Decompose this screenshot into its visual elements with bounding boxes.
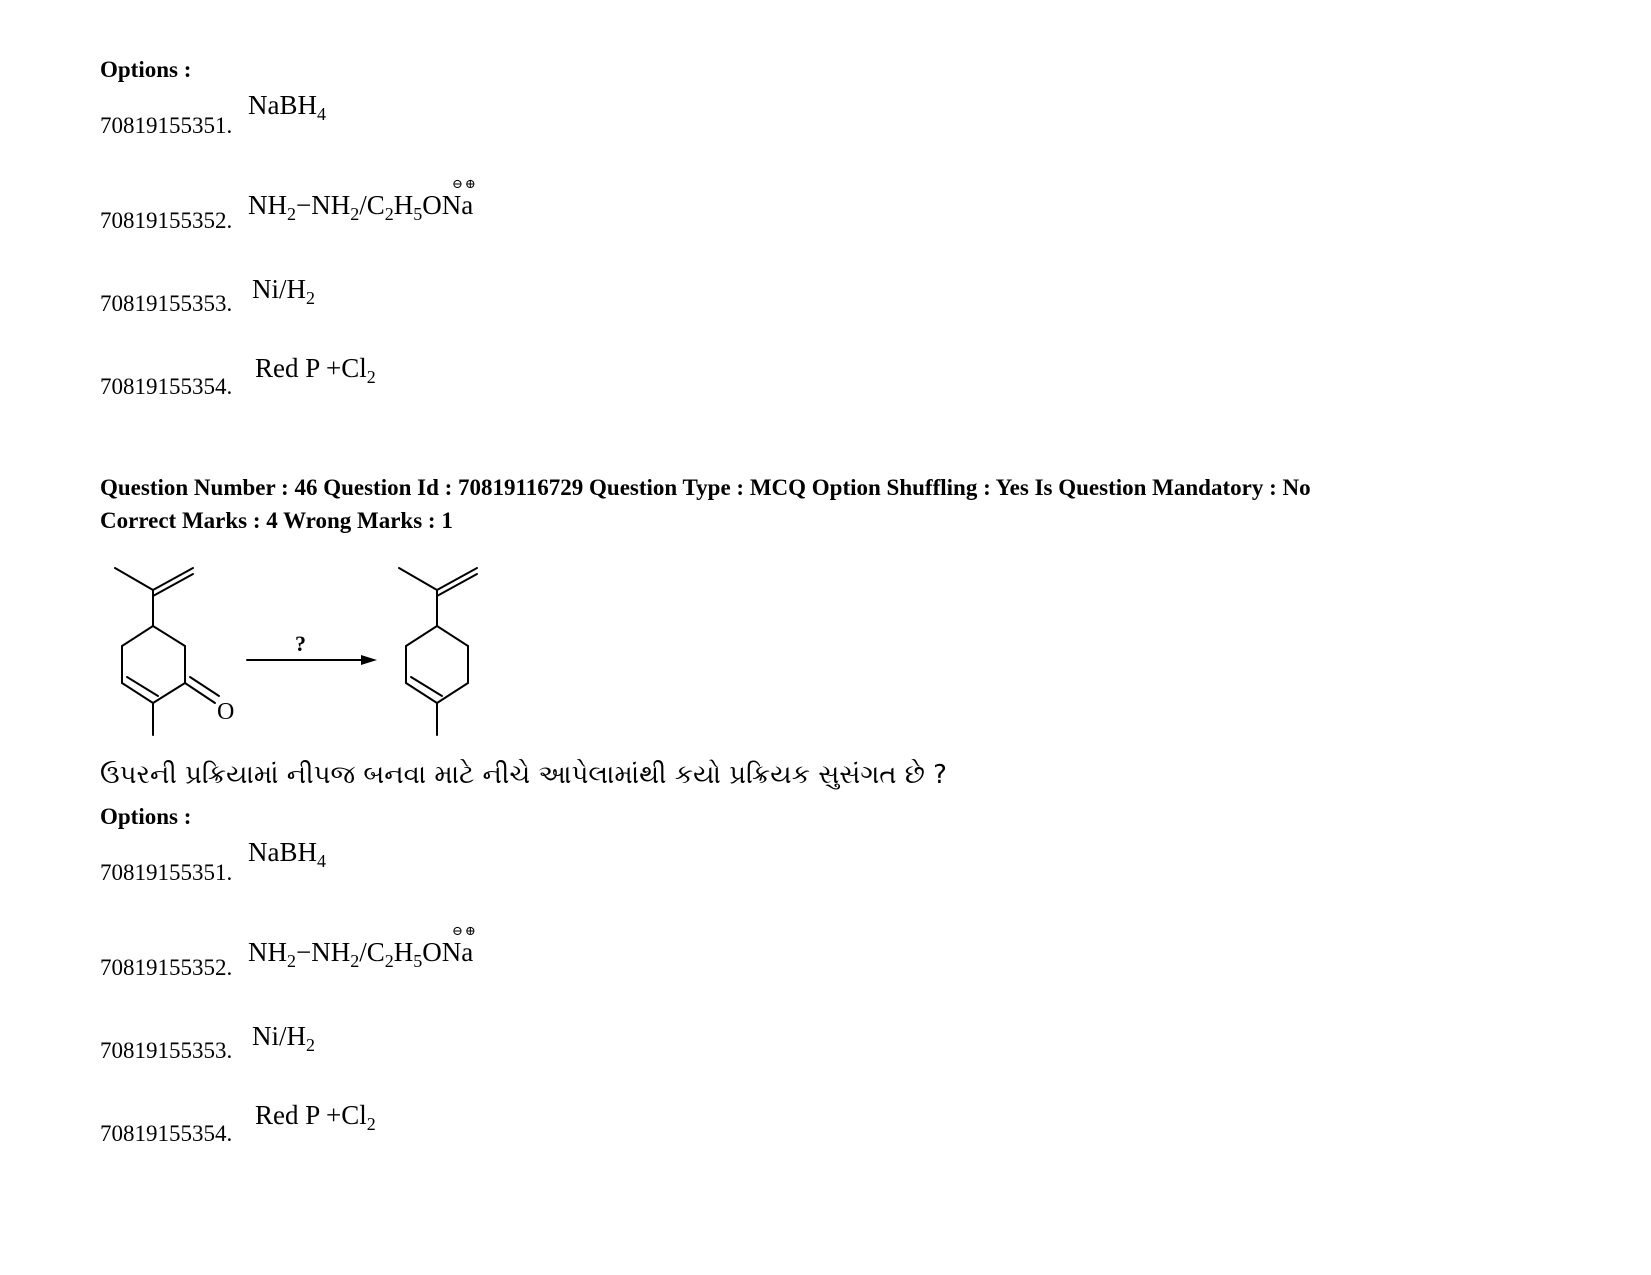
formula-text: H xyxy=(393,937,414,967)
formula-text: Ni/H xyxy=(252,1021,306,1051)
bond xyxy=(437,683,468,703)
bond xyxy=(437,626,468,646)
formula-text: Ni/H xyxy=(252,274,306,304)
formula-subscript: 4 xyxy=(317,851,326,871)
formula-text: NH xyxy=(248,937,287,967)
formula-subscript: 2 xyxy=(384,204,394,224)
formula-subscript: 2 xyxy=(366,1114,376,1134)
bond xyxy=(406,683,437,703)
option-formula xyxy=(252,274,315,309)
option-formula xyxy=(248,937,473,972)
bond xyxy=(185,683,215,703)
options-heading: Options : xyxy=(100,804,192,829)
option-number: 70819155352. xyxy=(100,208,233,233)
option-number: 70819155353. xyxy=(100,291,233,316)
bond xyxy=(153,626,185,646)
formula-text: Red P +Cl xyxy=(255,1100,367,1130)
formula-text: /C xyxy=(359,937,385,967)
bond xyxy=(115,568,153,590)
question-header: Question Number : 46 Question Id : 70819116729 Question Type : MCQ Option Shuffling : Yes Is Question Mandatory : No xyxy=(100,475,1311,500)
bond xyxy=(153,683,185,703)
formula-subscript: 2 xyxy=(384,951,394,971)
question-text: ઉપરની પ્રક્રિયામાં નીપજ બનવા માટે નીચે આપેલામાંથી કયો પ્રક્રિયક સુસંગત છે ? xyxy=(100,760,947,790)
option-number: 70819155352. xyxy=(100,955,233,980)
formula-subscript: 2 xyxy=(306,1035,315,1055)
formula-text: ONa xyxy=(422,190,474,220)
bond xyxy=(411,677,442,696)
bond xyxy=(153,568,193,590)
formula-text: H xyxy=(393,190,414,220)
formula-subscript: 2 xyxy=(306,288,315,308)
formula-subscript: 4 xyxy=(317,104,326,124)
question-marks: Correct Marks : 4 Wrong Marks : 1 xyxy=(100,508,453,533)
bond xyxy=(399,568,437,590)
bond xyxy=(127,677,158,696)
oxygen-label: O xyxy=(217,699,235,725)
formula-subscript: 5 xyxy=(413,204,423,224)
formula-subscript: 2 xyxy=(366,367,376,387)
formula-subscript: 2 xyxy=(287,204,296,224)
option-formula xyxy=(255,353,376,388)
formula-subscript: 2 xyxy=(350,951,360,971)
formula-subscript: 2 xyxy=(287,951,296,971)
formula-text: NaBH xyxy=(248,90,317,120)
bond xyxy=(437,568,477,590)
option-formula xyxy=(248,190,473,225)
arrowhead xyxy=(361,655,377,665)
bond xyxy=(190,677,219,696)
option-formula xyxy=(255,1100,376,1135)
formula-text: NH xyxy=(248,190,287,220)
reaction-scheme xyxy=(105,560,515,745)
bond xyxy=(153,574,193,596)
formula-text: −NH xyxy=(296,190,351,220)
ion-charges: ⊖⊕ xyxy=(452,176,478,191)
option-number: 70819155354. xyxy=(100,374,233,399)
bond xyxy=(122,683,153,703)
option-formula xyxy=(252,1021,315,1056)
formula-text: NaBH xyxy=(248,837,317,867)
option-formula xyxy=(248,90,326,125)
options-heading: Options : xyxy=(100,57,192,82)
bond xyxy=(122,626,153,646)
formula-text: ONa xyxy=(422,937,474,967)
formula-text: Red P +Cl xyxy=(255,353,367,383)
bond xyxy=(406,626,437,646)
arrow-label: ? xyxy=(295,631,306,656)
option-number: 70819155351. xyxy=(100,860,233,885)
bond xyxy=(437,574,477,596)
option-formula xyxy=(248,837,326,872)
option-number: 70819155351. xyxy=(100,113,233,138)
option-number: 70819155353. xyxy=(100,1038,233,1063)
ion-charges: ⊖⊕ xyxy=(452,923,478,938)
formula-subscript: 2 xyxy=(350,204,360,224)
formula-text: /C xyxy=(359,190,385,220)
formula-subscript: 5 xyxy=(413,951,423,971)
option-number: 70819155354. xyxy=(100,1121,233,1146)
formula-text: −NH xyxy=(296,937,351,967)
